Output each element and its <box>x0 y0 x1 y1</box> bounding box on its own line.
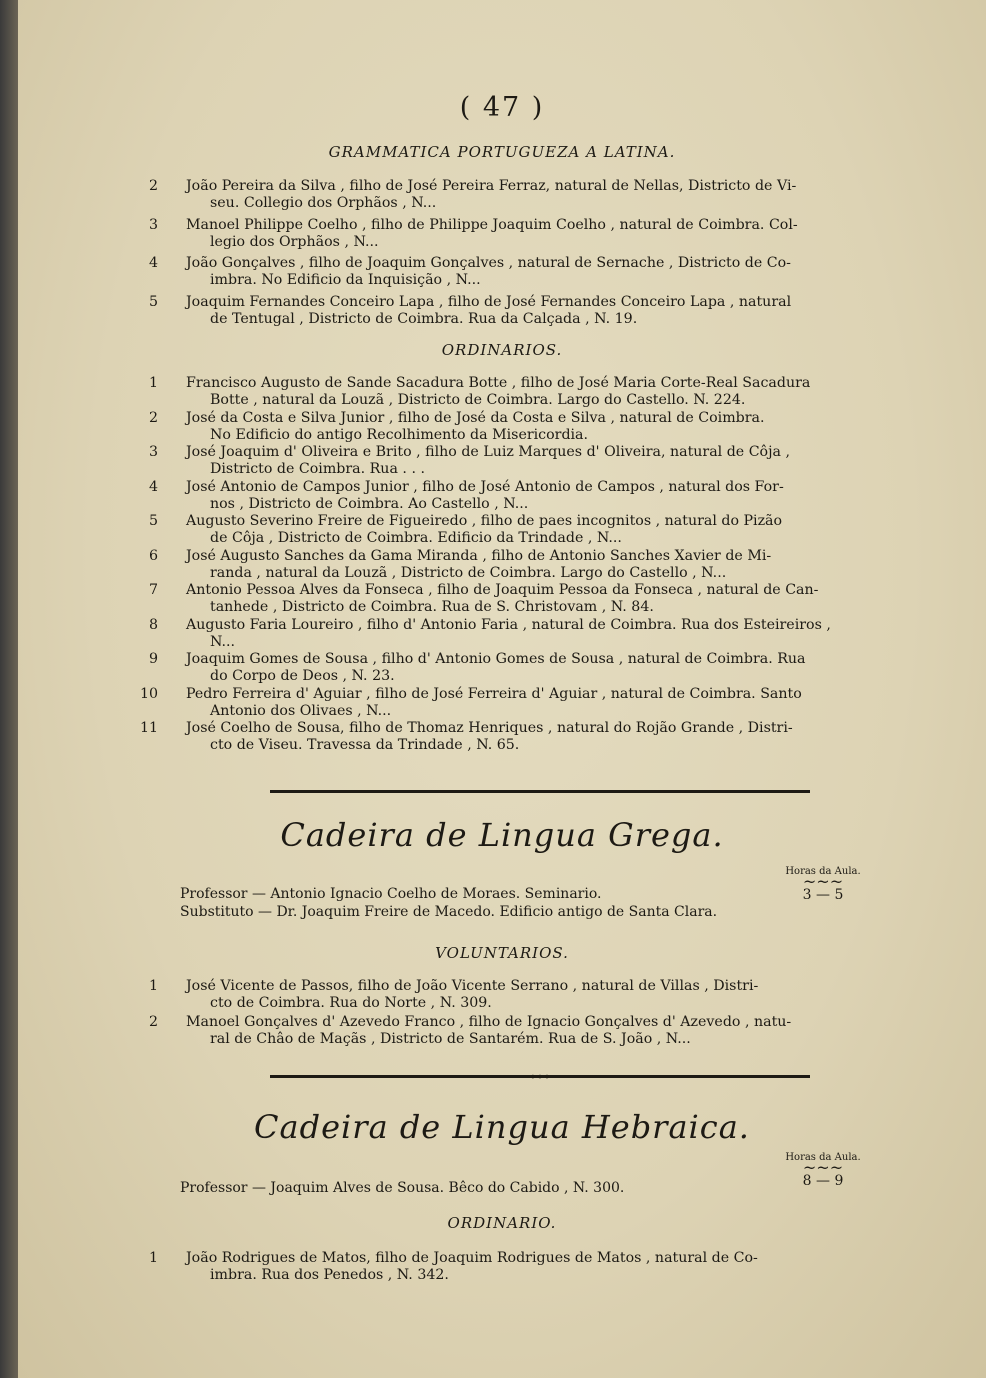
entry-line: Augusto Faria Loureiro , filho d' Antonio Faria , natural de Coimbra. Rua dos Esteireiros , <box>186 616 831 633</box>
entry-number: 7 <box>148 582 158 598</box>
list-item <box>148 409 886 444</box>
entry-continuation: N... <box>210 633 236 650</box>
list-item <box>139 720 886 754</box>
entry-line: José da Costa e Silva Junior , filho de José da Costa e Silva , natural de Coimbra. <box>186 409 765 426</box>
entry-continuation: Districto de Coimbra. Rua . . . <box>210 461 425 477</box>
entry-number: 10 <box>139 685 158 702</box>
list-item <box>148 547 886 582</box>
entry-number: 6 <box>148 547 158 564</box>
page-number: ( 47 ) <box>459 92 545 123</box>
entry-continuation: legio dos Orphãos , N... <box>210 233 379 250</box>
hebrew-hours <box>778 1152 868 1189</box>
document-page <box>18 0 986 1378</box>
entry-number: 2 <box>148 1014 158 1030</box>
entry-number: 11 <box>139 720 158 736</box>
list-item <box>148 582 886 616</box>
entry-line: Joaquim Gomes de Sousa , filho d' Antonio Gomes de Sousa , natural de Coimbra. Rua <box>186 651 806 667</box>
greek-hours-value: 3 — 5 <box>802 887 844 903</box>
hebrew-professor: Professor — Joaquim Alves de Sousa. Bêco do Cabido , N. 300. <box>180 1180 625 1196</box>
entry-continuation: de Côja , Districto de Coimbra. Edificio da Trindade , N... <box>210 530 622 546</box>
entry-number: 2 <box>148 409 158 426</box>
entry-number: 4 <box>148 478 158 495</box>
entry-number: 1 <box>148 978 158 994</box>
entry-line: José Antonio de Campos Junior , filho de José Antonio de Campos , natural dos For- <box>186 478 784 495</box>
entry-continuation: randa , natural da Louzã , Districto de Coimbra. Largo do Castello , N... <box>210 564 727 581</box>
greek-hours <box>778 866 868 903</box>
list-item <box>148 216 886 251</box>
entry-continuation: de Tentugal , Districto de Coimbra. Rua da Calçada , N. 19. <box>210 310 638 327</box>
divider-rule <box>270 1070 810 1084</box>
entry-number: 8 <box>148 616 158 633</box>
entry-line: João Gonçalves , filho de Joaquim Gonçalves , natural de Sernache , Districto de Co- <box>186 255 791 271</box>
entry-number: 4 <box>148 255 158 271</box>
hebrew-chair-title: Cadeira de Lingua Hebraica. <box>254 1108 750 1146</box>
section-heading-voluntarios: VOLUNTARIOS. <box>435 944 569 962</box>
greek-substituto: Substituto — Dr. Joaquim Freire de Macedo. Edificio antigo de Santa Clara. <box>180 904 718 920</box>
entry-line: José Joaquim d' Oliveira e Brito , filho de Luiz Marques d' Oliveira, natural de Côja , <box>186 444 790 460</box>
list-item <box>148 293 886 328</box>
list-item <box>148 1014 886 1048</box>
list-item <box>148 616 886 651</box>
entry-line: João Pereira da Silva , filho de José Pereira Ferraz, natural de Nellas, Districto de Vi- <box>186 178 797 194</box>
greek-professor: Professor — Antonio Ignacio Coelho de Moraes. Seminario. <box>180 886 602 902</box>
hebrew-hours-label: Horas da Aula. <box>785 1152 861 1163</box>
entry-number: 3 <box>148 444 158 460</box>
entry-number: 2 <box>148 178 158 194</box>
entry-continuation: ral de Châo de Maçãs , Districto de Santarém. Rua de S. João , N... <box>210 1031 691 1047</box>
entry-line: Francisco Augusto de Sande Sacadura Botte , filho de José Maria Corte-Real Sacadura <box>186 375 811 391</box>
list-item <box>148 1250 886 1284</box>
list-item <box>148 178 886 212</box>
hebrew-hours-value: 8 — 9 <box>802 1173 844 1189</box>
entry-continuation: seu. Collegio dos Orphãos , N... <box>210 195 437 211</box>
list-item <box>148 651 886 685</box>
entry-continuation: No Edificio do antigo Recolhimento da Misericordia. <box>210 426 589 443</box>
divider-rule <box>270 790 810 793</box>
swash-ornament: ~~~ <box>802 1158 844 1177</box>
entry-number: 3 <box>148 216 158 233</box>
entry-line: João Rodrigues de Matos, filho de Joaquim Rodrigues de Matos , natural de Co- <box>186 1250 758 1266</box>
section-heading-ordinario: ORDINARIO. <box>447 1214 557 1232</box>
entry-continuation: cto de Viseu. Travessa da Trindade , N. 65. <box>210 737 520 753</box>
entry-number: 9 <box>148 651 158 667</box>
entry-line: Manoel Philippe Coelho , filho de Philippe Joaquim Coelho , natural de Coimbra. Col- <box>186 216 798 233</box>
entry-continuation: Antonio dos Olivaes , N... <box>210 702 392 719</box>
entry-number: 5 <box>148 293 158 310</box>
entry-line: José Augusto Sanches da Gama Miranda , filho de Antonio Sanches Xavier de Mi- <box>186 547 772 564</box>
entry-line: Joaquim Fernandes Conceiro Lapa , filho de José Fernandes Conceiro Lapa , natural <box>186 293 792 310</box>
entry-line: Pedro Ferreira d' Aguiar , filho de José Ferreira d' Aguiar , natural de Coimbra. Santo <box>186 685 802 702</box>
entry-line: Antonio Pessoa Alves da Fonseca , filho de Joaquim Pessoa da Fonseca , natural de Can- <box>186 582 819 598</box>
entry-continuation: cto de Coimbra. Rua do Norte , N. 309. <box>210 995 492 1011</box>
entry-line: Augusto Severino Freire de Figueiredo , filho de paes incognitos , natural do Pizão <box>186 513 783 529</box>
list-item <box>139 685 886 720</box>
entry-line: José Vicente de Passos, filho de João Vicente Serrano , natural de Villas , Distri- <box>186 978 759 994</box>
entry-continuation: tanhede , Districto de Coimbra. Rua de S. Christovam , N. 84. <box>210 599 654 615</box>
divider-ornament: ◦◦◦ <box>529 1070 551 1084</box>
list-item <box>148 375 886 409</box>
section-heading-grammatica: GRAMMATICA PORTUGUEZA A LATINA. <box>328 143 676 161</box>
entry-line: José Coelho de Sousa, filho de Thomaz Henriques , natural do Rojão Grande , Distri- <box>186 720 793 736</box>
entry-number: 1 <box>148 375 158 391</box>
list-item <box>148 978 886 1012</box>
entry-continuation: imbra. No Edificio da Inquisição , N... <box>210 272 481 288</box>
greek-chair-title: Cadeira de Lingua Grega. <box>280 816 724 854</box>
entry-number: 1 <box>148 1250 158 1266</box>
entry-continuation: Botte , natural da Louzã , Districto de Coimbra. Largo do Castello. N. 224. <box>210 392 746 408</box>
book-binding <box>0 0 18 1378</box>
list-item <box>148 513 886 547</box>
entry-line: Manoel Gonçalves d' Azevedo Franco , filho de Ignacio Gonçalves d' Azevedo , natu- <box>186 1014 792 1030</box>
entry-continuation: nos , Districto de Coimbra. Ao Castello , N... <box>210 495 529 512</box>
list-item <box>148 255 886 289</box>
entry-continuation: imbra. Rua dos Penedos , N. 342. <box>210 1267 449 1283</box>
swash-ornament: ~~~ <box>802 872 844 891</box>
entry-continuation: do Corpo de Deos , N. 23. <box>210 668 395 684</box>
section-heading-ordinarios: ORDINARIOS. <box>441 341 563 359</box>
list-item <box>148 444 886 478</box>
list-item <box>148 478 886 513</box>
entry-number: 5 <box>148 513 158 529</box>
greek-hours-label: Horas da Aula. <box>785 866 861 877</box>
